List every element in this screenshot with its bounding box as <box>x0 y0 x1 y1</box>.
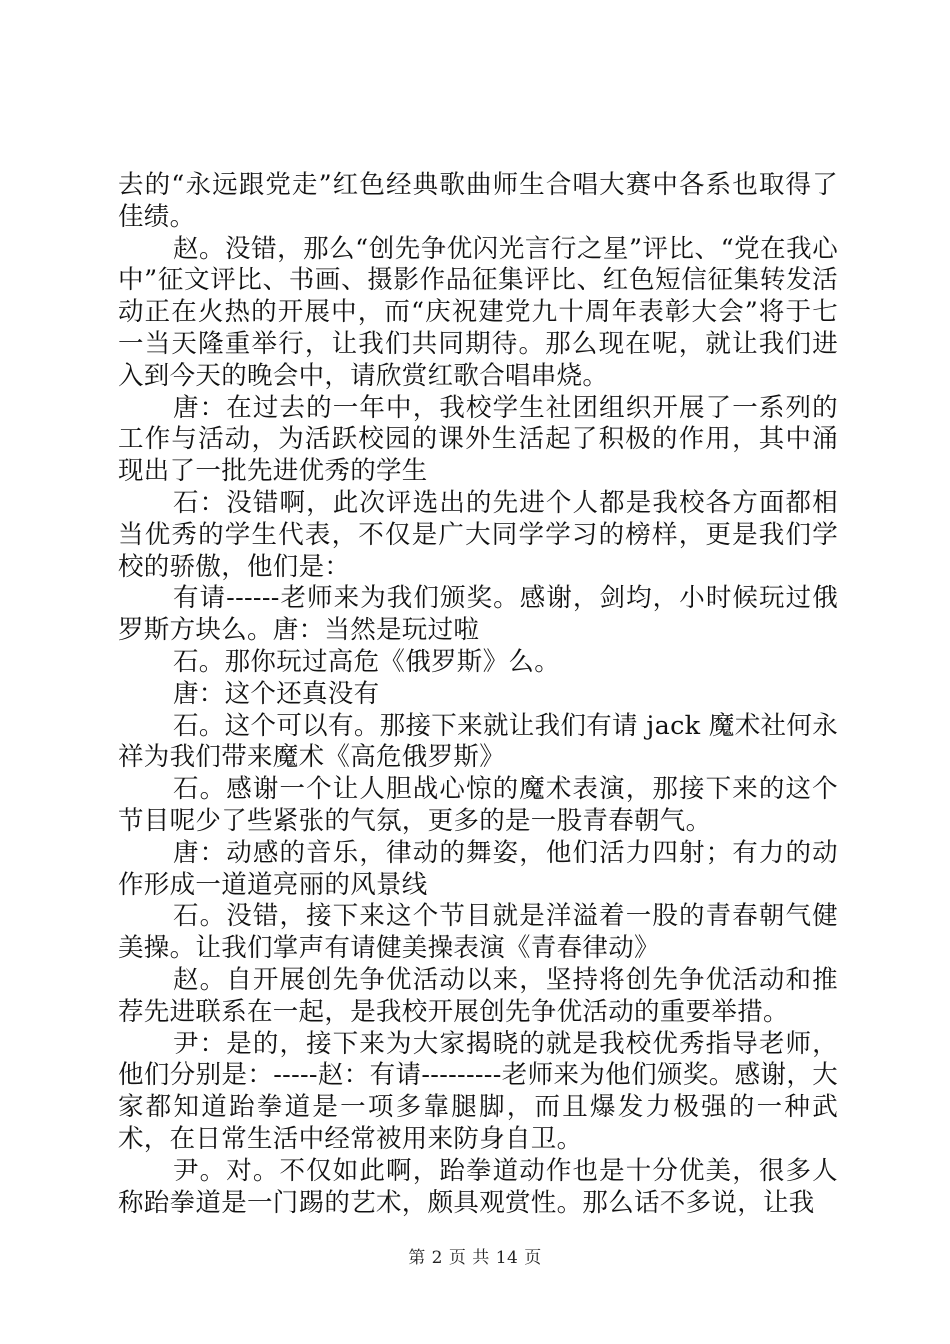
paragraph-14: 尹。对。不仅如此啊，跆拳道动作也是十分优美，很多人称跆拳道是一门踢的艺术，颇具观赏性。那么话不多说，让我 <box>118 1155 838 1218</box>
paragraph-8: 石。这个可以有。那接下来就让我们有请 jack 魔术社何永祥为我们带来魔术《高危俄罗斯》 <box>118 710 838 773</box>
page-number-footer: 第 2 页 共 14 页 <box>408 1248 542 1268</box>
paragraph-6: 石。那你玩过高危《俄罗斯》么。 <box>173 646 561 677</box>
paragraph-13: 尹：是的，接下来为大家揭晓的就是我校优秀指导老师，他们分别是：-----赵：有请---------老师来为他们颁奖。感谢，大家都知道跆拳道是一项多靠腿脚，而且爆发力极强的一种武术，在日常生活中经常被用来防身自卫。 <box>118 1028 838 1154</box>
document-body <box>118 170 838 1219</box>
paragraph-11: 石。没错，接下来这个节目就是洋溢着一股的青春朝气健美操。让我们掌声有请健美操表演《青春律动》 <box>118 901 838 964</box>
paragraph-1: 去的“永远跟党走”红色经典歌曲师生合唱大赛中各系也取得了佳绩。 <box>118 170 838 232</box>
paragraph-3: 唐：在过去的一年中，我校学生社团组织开展了一系列的工作与活动，为活跃校园的课外生活起了积极的作用，其中涌现出了一批先进优秀的学生 <box>118 392 838 487</box>
paragraph-2: 赵。没错，那么“创先争优闪光言行之星”评比、“党在我心中”征文评比、书画、摄影作品征集评比、红色短信征集转发活动正在火热的开展中，而“庆祝建党九十周年表彰大会”将于七一当天隆重举行，让我们共同期待。那么现在呢，就让我们进入到今天的晚会中，请欣赏红歌合唱串烧。 <box>118 233 838 391</box>
paragraph-12: 赵。自开展创先争优活动以来，坚持将创先争优活动和推荐先进联系在一起，是我校开展创先争优活动的重要举措。 <box>118 964 838 1027</box>
paragraph-10: 唐：动感的音乐，律动的舞姿，他们活力四射；有力的动作形成一道道亮丽的风景线 <box>118 837 838 900</box>
paragraph-5: 有请------老师来为我们颁奖。感谢，剑均，小时候玩过俄罗斯方块么。唐：当然是玩过啦 <box>118 583 838 646</box>
paragraph-9: 石。感谢一个让人胆战心惊的魔术表演，那接下来的这个节目呢少了些紧张的气氛，更多的是一股青春朝气。 <box>118 774 838 836</box>
paragraph-4: 石：没错啊，此次评选出的先进个人都是我校各方面都相当优秀的学生代表，不仅是广大同学学习的榜样，更是我们学校的骄傲，他们是： <box>118 487 838 582</box>
paragraph-7: 唐：这个还真没有 <box>173 678 380 709</box>
